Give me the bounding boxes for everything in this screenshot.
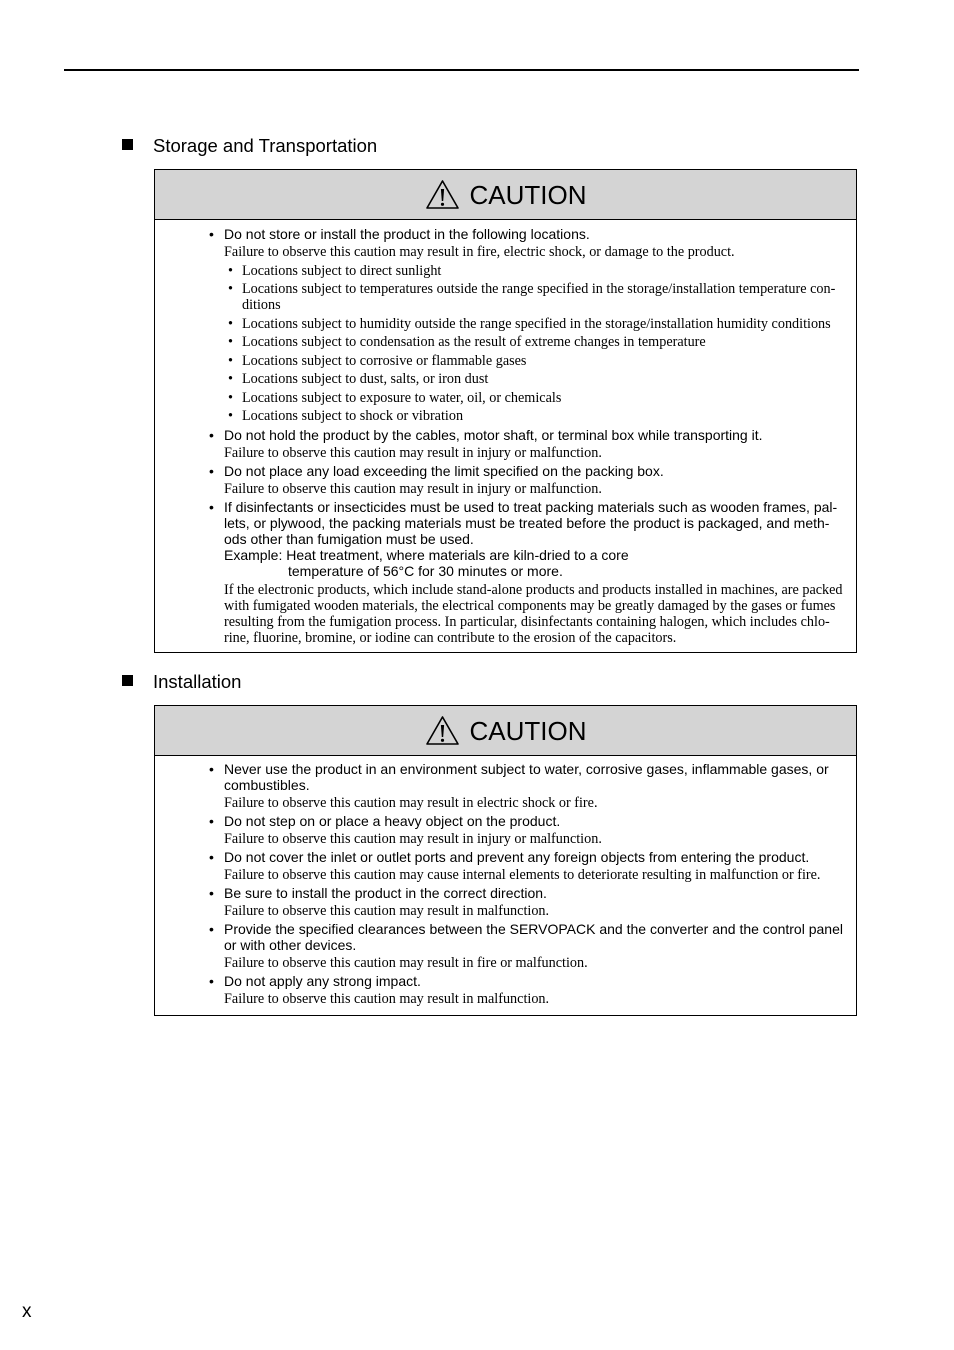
caution-item-text: Do not step on or place a heavy object on the product.	[224, 813, 561, 829]
caution-item-text: Never use the product in an environment subject to water, corrosive gases, inflammable gases, or combustibles.	[224, 761, 829, 793]
caution-item	[208, 226, 850, 424]
caution-consequence: Failure to observe this caution may result in malfunction.	[224, 991, 550, 1007]
section-heading-storage	[122, 135, 377, 157]
caution-item	[208, 761, 850, 811]
bullet: •	[209, 462, 214, 479]
bullet: •	[209, 885, 214, 901]
caution-consequence: Failure to observe this caution may result in fire, electric shock, or damage to the product.	[224, 244, 735, 260]
section-heading-text: Installation	[153, 671, 242, 692]
location-item: • Locations subject to humidity outside the range specified in the storage/installation humidity conditions	[228, 315, 831, 332]
caution-item-text: Be sure to install the product in the correct direction.	[224, 885, 547, 901]
bullet: •	[209, 849, 214, 865]
caution-item	[208, 463, 850, 497]
example-continuation: temperature of 56°C for 30 minutes or more.	[288, 562, 563, 579]
caution-item	[208, 921, 850, 971]
caution-body	[155, 756, 856, 1015]
caution-label: CAUTION	[469, 715, 587, 746]
bullet: •	[209, 226, 214, 242]
caution-item	[208, 813, 850, 847]
caution-item-text: Provide the specified clearances between the SERVOPACK and the converter and the control panel or with other devices.	[224, 921, 843, 953]
caution-consequence: Failure to observe this caution may result in electric shock or fire.	[224, 795, 598, 811]
square-bullet-icon	[122, 675, 133, 686]
location-list	[224, 263, 850, 425]
caution-consequence: Failure to observe this caution may result in fire or malfunction.	[224, 955, 588, 971]
warning-triangle-icon	[425, 715, 460, 746]
caution-label: CAUTION	[469, 179, 587, 210]
caution-consequence: Failure to observe this caution may cause internal elements to deteriorate resulting in malfunction or fire.	[224, 867, 821, 883]
caution-consequence: Failure to observe this caution may result in injury or malfunction.	[224, 444, 602, 461]
bullet: •	[209, 921, 214, 937]
caution-item	[208, 849, 850, 883]
caution-consequence: Failure to observe this caution may result in injury or malfunction.	[224, 480, 602, 497]
bullet: •	[209, 761, 214, 777]
caution-box-storage	[154, 169, 857, 653]
location-item: • Locations subject to exposure to water, oil, or chemicals	[228, 389, 562, 406]
caution-item	[208, 973, 850, 1007]
bullet: •	[209, 973, 214, 989]
caution-consequence: Failure to observe this caution may result in malfunction.	[224, 903, 550, 919]
fumigation-note: If the electronic products, which include stand-alone products and products installed in machines, are packed with fumigated wooden materials, the electrical components may be greatly damaged by the gases or fumes resulting from the fumigation process. In particular, disinfectants containing halogen, which includes chlo-rine, fluorine, bromine, or iodine can contribute to the erosion of the capacitors.	[224, 581, 843, 646]
square-bullet-icon	[122, 139, 133, 150]
location-item: • Locations subject to shock or vibration	[228, 408, 464, 424]
caution-item	[208, 885, 850, 919]
caution-header	[155, 706, 856, 756]
caution-consequence: Failure to observe this caution may result in injury or malfunction.	[224, 831, 602, 847]
section-heading-installation	[122, 671, 241, 693]
top-rule	[64, 69, 859, 71]
bullet: •	[209, 813, 214, 829]
location-item: • Locations subject to condensation as the result of extreme changes in temperature	[228, 334, 706, 350]
bullet: •	[209, 426, 214, 443]
section-heading-text: Storage and Transportation	[153, 135, 378, 156]
caution-item-text: Do not hold the product by the cables, motor shaft, or terminal box while transporting it.	[224, 426, 763, 443]
caution-item-text: Do not cover the inlet or outlet ports and prevent any foreign objects from entering the product.	[224, 849, 810, 865]
caution-item	[208, 499, 850, 646]
location-item: • Locations subject to temperatures outside the range specified in the storage/installation temperature con-ditions	[228, 281, 836, 313]
caution-body	[155, 220, 856, 652]
caution-item-text: Do not apply any strong impact.	[224, 973, 421, 989]
caution-item-text: Do not store or install the product in the following locations.	[224, 226, 590, 242]
caution-item	[208, 427, 850, 461]
caution-item-text: If disinfectants or insecticides must be used to treat packing materials such as wooden frames, pal-lets, or plywood, the packing materials must be treated before the product is packaged, and meth-ods other than fumigation must be used.	[224, 498, 838, 547]
caution-header	[155, 170, 856, 220]
location-item: • Locations subject to direct sunlight	[228, 262, 442, 279]
caution-item-text: Do not place any load exceeding the limit specified on the packing box.	[224, 462, 664, 479]
page-number: x	[22, 1301, 32, 1322]
bullet: •	[209, 498, 214, 515]
caution-box-installation	[154, 705, 857, 1016]
location-item: • Locations subject to dust, salts, or iron dust	[228, 371, 489, 387]
example-text: Example: Heat treatment, where materials are kiln-dried to a core	[224, 546, 629, 563]
warning-triangle-icon	[425, 179, 460, 210]
location-item: • Locations subject to corrosive or flammable gases	[228, 352, 527, 369]
